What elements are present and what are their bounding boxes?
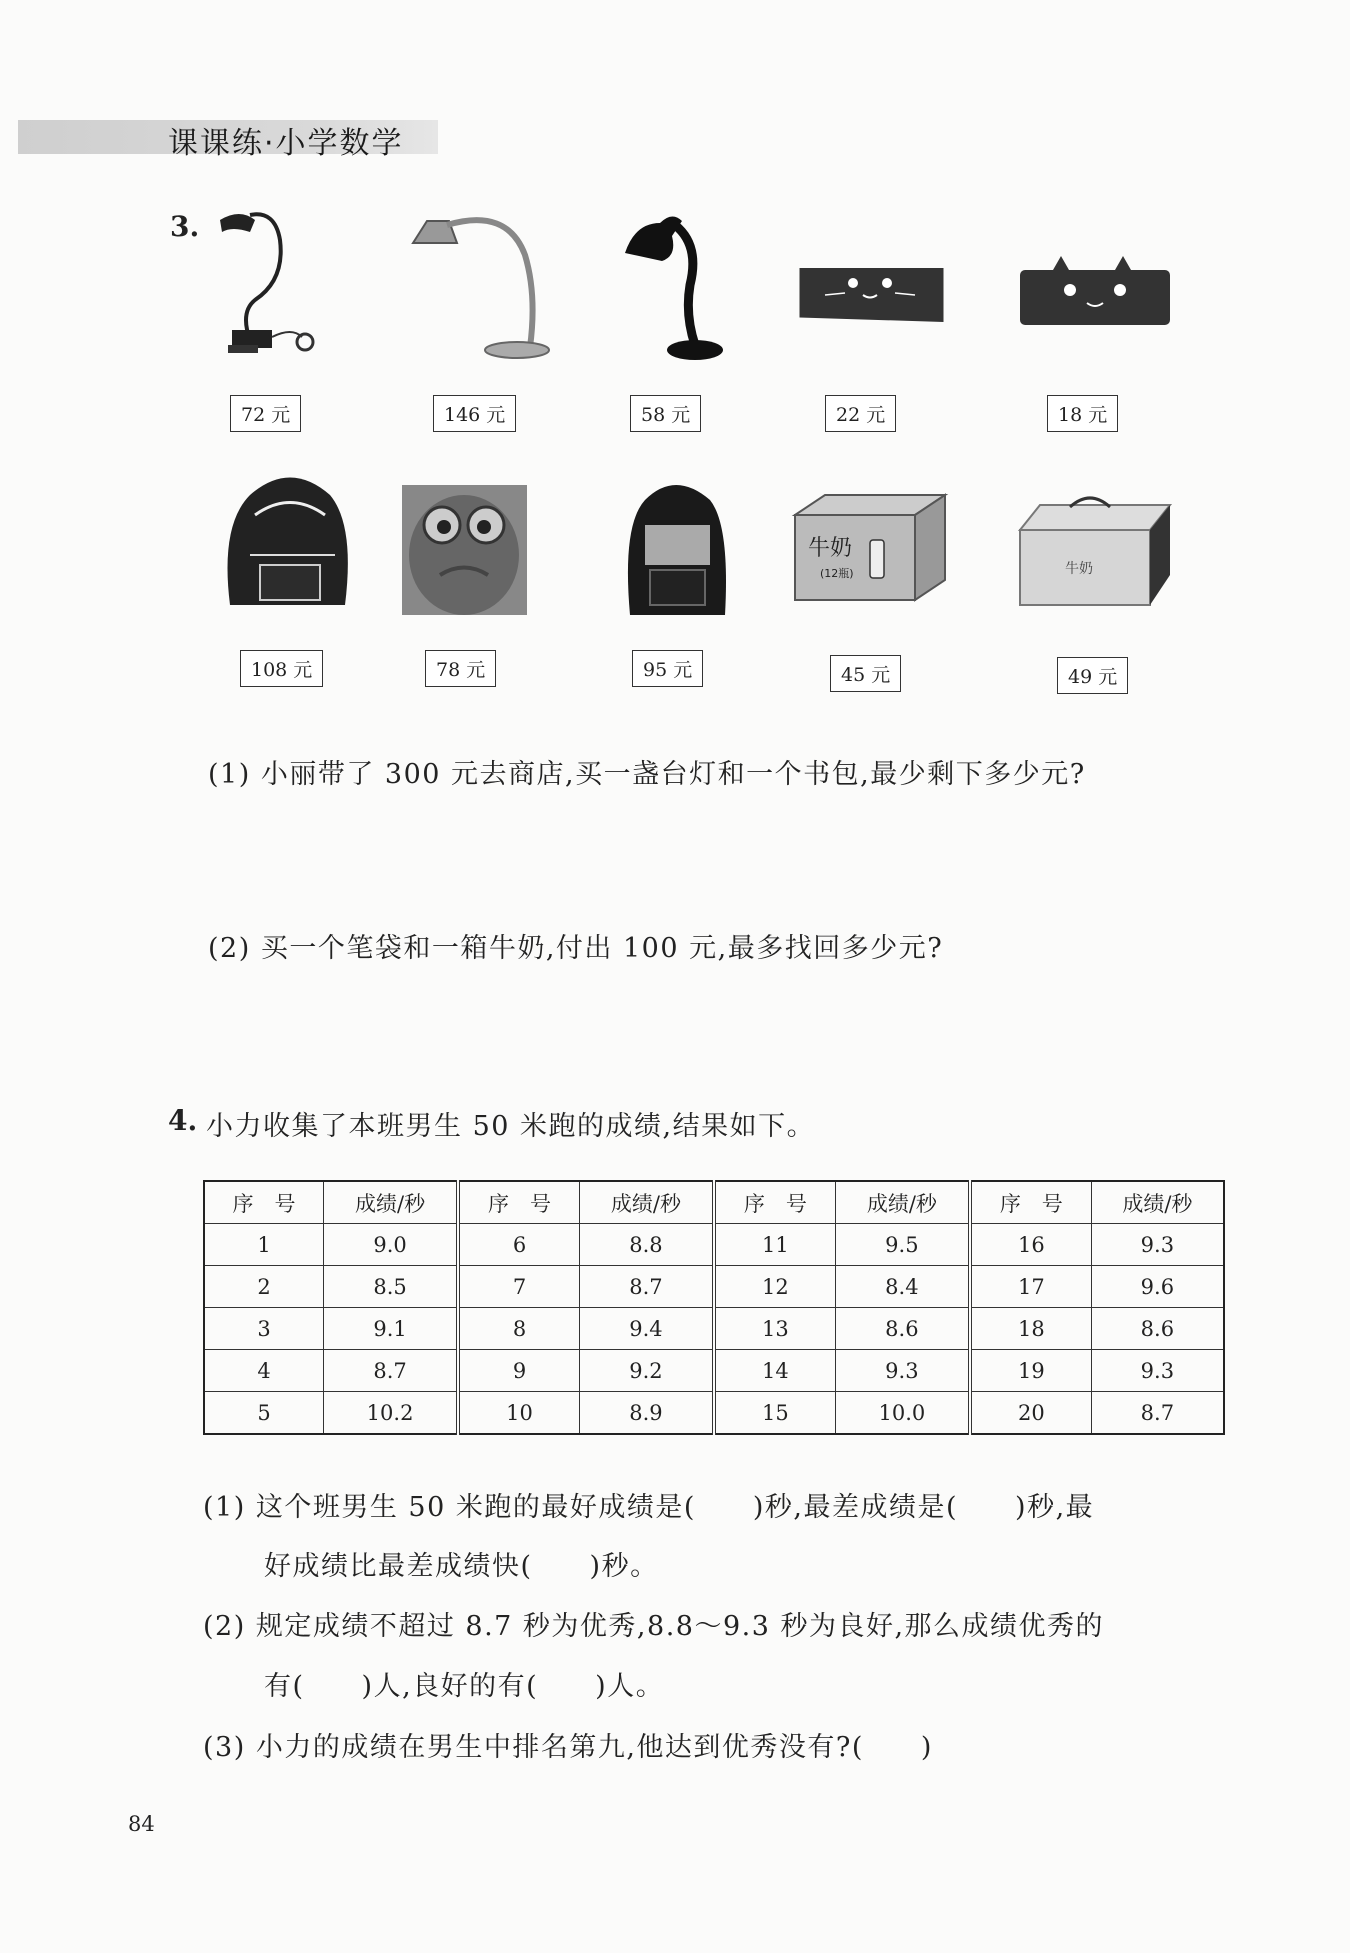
product-milk-box-1: [790, 455, 950, 685]
cat-pencil-case-icon: [1015, 205, 1175, 365]
table-cell: 8: [458, 1308, 579, 1350]
backpack-icon: [210, 455, 370, 615]
scores-table: [203, 1180, 1225, 1435]
silver-desk-lamp-icon: [405, 205, 565, 365]
question-3-sub-1: (1) 小丽带了 300 元去商店,买一盏台灯和一个书包,最少剩下多少元?: [208, 759, 1086, 790]
product-black-backpack: [620, 455, 780, 685]
product-clip-lamp: [210, 205, 370, 435]
table-cell: 9.1: [324, 1308, 459, 1350]
table-cell: 10.0: [835, 1392, 970, 1435]
column-header: 成绩/秒: [835, 1181, 970, 1224]
table-cell: 9: [458, 1350, 579, 1392]
table-cell: 11: [714, 1224, 835, 1266]
table-cell: 9.5: [835, 1224, 970, 1266]
page-number: 84: [128, 1812, 155, 1836]
question-3-sub-2: (2) 买一个笔袋和一箱牛奶,付出 100 元,最多找回多少元?: [208, 933, 944, 964]
clip-lamp-icon: [210, 205, 370, 365]
product-backpack: [210, 455, 370, 685]
table-cell: 9.6: [1091, 1266, 1224, 1308]
table-cell: 5: [204, 1392, 324, 1435]
product-owl-backpack: [400, 455, 560, 685]
table-cell: 9.2: [579, 1350, 714, 1392]
price-tag: 95 元: [632, 650, 703, 687]
table-cell: 8.7: [324, 1350, 459, 1392]
table-cell: 9.3: [1091, 1350, 1224, 1392]
price-tag: 78 元: [425, 650, 496, 687]
table-cell: 8.9: [579, 1392, 714, 1435]
table-cell: 9.3: [1091, 1224, 1224, 1266]
question-4-sub-1-line-2: 好成绩比最差成绩快( )秒。: [264, 1551, 659, 1582]
column-header: 成绩/秒: [1091, 1181, 1224, 1224]
page-header-title: 课课练·小学数学: [168, 126, 404, 161]
product-pencil-case-2: [1015, 205, 1175, 435]
table-cell: 16: [970, 1224, 1091, 1266]
column-header: 成绩/秒: [579, 1181, 714, 1224]
product-pencil-case-1: [795, 205, 955, 435]
price-tag: 146 元: [433, 395, 516, 432]
price-tag: 18 元: [1047, 395, 1118, 432]
table-row: [204, 1350, 1224, 1392]
black-backpack-icon: [620, 455, 780, 615]
question-4-sub-2-line-1: (2) 规定成绩不超过 8.7 秒为优秀,8.8～9.3 秒为良好,那么成绩优秀的: [203, 1611, 1105, 1642]
milk-box-sublabel: (12瓶): [820, 567, 854, 580]
table-cell: 8.6: [835, 1308, 970, 1350]
table-cell: 10: [458, 1392, 579, 1435]
table-header-row: [204, 1181, 1224, 1224]
table-cell: 13: [714, 1308, 835, 1350]
cat-pencil-case-icon: [795, 205, 955, 365]
table-cell: 2: [204, 1266, 324, 1308]
table-cell: 8.6: [1091, 1308, 1224, 1350]
price-tag: 49 元: [1057, 657, 1128, 694]
owl-backpack-icon: [400, 455, 560, 615]
table-cell: 8.5: [324, 1266, 459, 1308]
table-row: [204, 1308, 1224, 1350]
question-3-number: 3.: [170, 210, 200, 243]
table-cell: 19: [970, 1350, 1091, 1392]
table-cell: 8.4: [835, 1266, 970, 1308]
milk-box-label: 牛奶: [1065, 561, 1093, 577]
question-4-sub-3: (3) 小力的成绩在男生中排名第九,他达到优秀没有?( ): [203, 1732, 933, 1763]
product-milk-box-2: [1015, 455, 1175, 688]
table-row: [204, 1266, 1224, 1308]
table-cell: 6: [458, 1224, 579, 1266]
table-cell: 8.8: [579, 1224, 714, 1266]
question-4-number: 4.: [168, 1104, 198, 1137]
price-tag: 58 元: [630, 395, 701, 432]
table-cell: 15: [714, 1392, 835, 1435]
table-cell: 4: [204, 1350, 324, 1392]
table-cell: 8.7: [1091, 1392, 1224, 1435]
table-cell: 7: [458, 1266, 579, 1308]
question-4-intro: 小力收集了本班男生 50 米跑的成绩,结果如下。: [206, 1111, 816, 1142]
price-tag: 72 元: [230, 395, 301, 432]
product-silver-desk-lamp: [405, 205, 565, 435]
question-4-sub-2-line-2: 有( )人,良好的有( )人。: [264, 1671, 665, 1702]
table-cell: 9.3: [835, 1350, 970, 1392]
table-cell: 1: [204, 1224, 324, 1266]
table-row: [204, 1392, 1224, 1435]
table-cell: 17: [970, 1266, 1091, 1308]
price-tag: 45 元: [830, 655, 901, 692]
table-cell: 20: [970, 1392, 1091, 1435]
column-header: 成绩/秒: [324, 1181, 459, 1224]
column-header: 序 号: [714, 1181, 835, 1224]
milk-box-label: 牛奶: [808, 536, 853, 561]
table-cell: 8.7: [579, 1266, 714, 1308]
column-header: 序 号: [458, 1181, 579, 1224]
product-black-desk-lamp: [620, 205, 780, 435]
table-row: [204, 1224, 1224, 1266]
question-4-sub-1-line-1: (1) 这个班男生 50 米跑的最好成绩是( )秒,最差成绩是( )秒,最: [203, 1492, 1095, 1523]
table-cell: 10.2: [324, 1392, 459, 1435]
column-header: 序 号: [204, 1181, 324, 1224]
table-cell: 18: [970, 1308, 1091, 1350]
black-desk-lamp-icon: [620, 205, 780, 365]
price-tag: 108 元: [240, 650, 323, 687]
table-cell: 9.4: [579, 1308, 714, 1350]
column-header: 序 号: [970, 1181, 1091, 1224]
table-cell: 14: [714, 1350, 835, 1392]
table-cell: 9.0: [324, 1224, 459, 1266]
table-cell: 3: [204, 1308, 324, 1350]
table-cell: 12: [714, 1266, 835, 1308]
milk-box-icon: [1015, 455, 1175, 615]
price-tag: 22 元: [825, 395, 896, 432]
milk-box-icon: [790, 455, 950, 615]
